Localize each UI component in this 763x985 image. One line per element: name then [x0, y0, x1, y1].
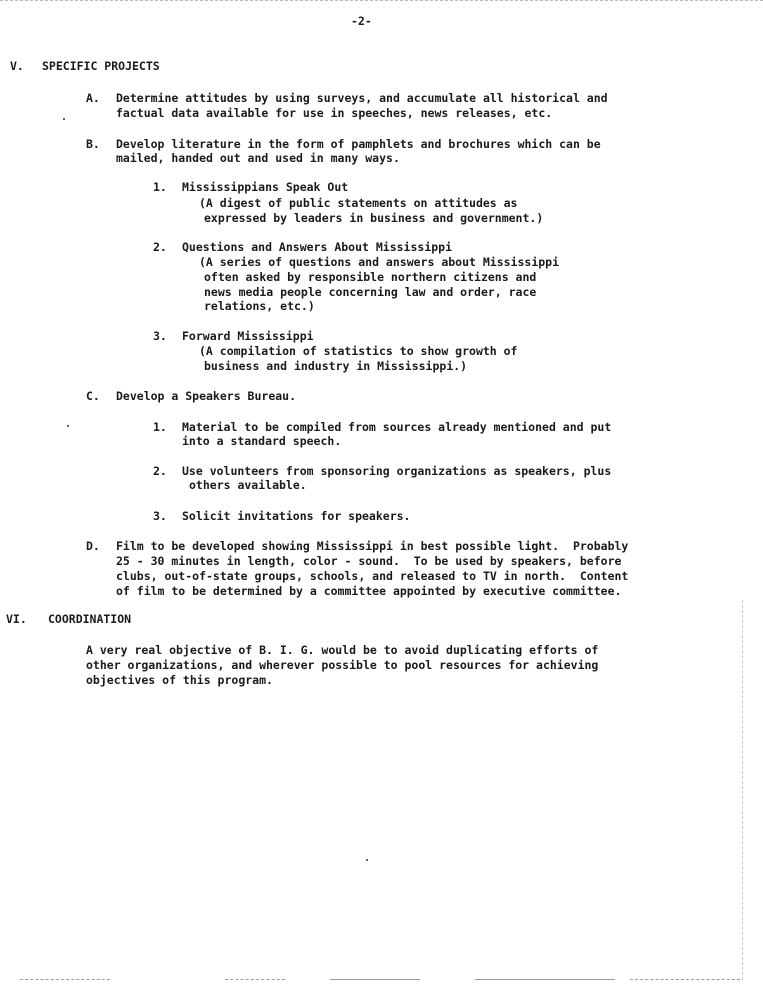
page-number: -2-: [351, 14, 372, 28]
item-b1-line: (A digest of public statements on attitudes as: [199, 196, 518, 210]
item-d-line: clubs, out-of-state groups, schools, and released to TV in north. Content: [116, 569, 629, 583]
item-b2-number: 2.: [153, 240, 167, 254]
item-d-line: Film to be developed showing Mississippi in best possible light. Probably: [116, 539, 629, 553]
scan-speck: [366, 859, 368, 861]
scan-speck: [63, 118, 65, 120]
item-c1-line: Material to be compiled from sources already mentioned and put: [182, 420, 612, 434]
top-edge-line: [0, 0, 763, 1]
item-b1-line: expressed by leaders in business and government.): [204, 211, 544, 225]
section-vi-heading: COORDINATION: [48, 612, 132, 626]
item-b-label: B.: [86, 137, 100, 151]
item-b3-number: 3.: [153, 329, 167, 343]
item-b-line: Develop literature in the form of pamphlets and brochures which can be: [116, 137, 601, 151]
bottom-edge-line: [20, 979, 110, 980]
item-c2-number: 2.: [153, 464, 167, 478]
section-v-heading: SPECIFIC PROJECTS: [42, 59, 160, 73]
item-a-line: factual data available for use in speeches, news releases, etc.: [116, 106, 553, 120]
item-b3-line: (A compilation of statistics to show growth of: [199, 344, 518, 358]
bottom-edge-line: [475, 979, 615, 980]
section-vi-numeral: VI.: [6, 612, 27, 626]
item-c3-number: 3.: [153, 509, 167, 523]
bottom-edge-line: [630, 979, 740, 980]
item-d-label: D.: [86, 539, 100, 553]
item-b1-title: Mississippians Speak Out: [182, 180, 349, 194]
bottom-edge-line: [330, 979, 420, 980]
section-vi-line: other organizations, and wherever possible to pool resources for achieving: [86, 658, 599, 672]
item-b2-line: (A series of questions and answers about Mississippi: [199, 255, 560, 269]
section-vi-line: A very real objective of B. I. G. would be to avoid duplicating efforts of: [86, 643, 599, 657]
item-c2-line: others available.: [189, 478, 307, 492]
item-a-label: A.: [86, 91, 100, 105]
right-edge-line: [742, 600, 743, 980]
item-b3-line: business and industry in Mississippi.): [204, 359, 468, 373]
section-vi-line: objectives of this program.: [86, 673, 273, 687]
item-b1-number: 1.: [153, 180, 167, 194]
item-c1-line: into a standard speech.: [182, 434, 342, 448]
item-d-line: 25 - 30 minutes in length, color - sound. To be used by speakers, before: [116, 554, 622, 568]
item-b2-line: often asked by responsible northern citizens and: [204, 270, 537, 284]
item-b3-title: Forward Mississippi: [182, 329, 314, 343]
item-a-line: Determine attitudes by using surveys, and accumulate all historical and: [116, 91, 608, 105]
item-d-line: of film to be determined by a committee appointed by executive committee.: [116, 584, 622, 598]
item-b2-title: Questions and Answers About Mississippi: [182, 240, 453, 254]
section-v-numeral: V.: [10, 59, 24, 73]
item-b2-line: news media people concerning law and order, race: [204, 285, 537, 299]
item-c3-line: Solicit invitations for speakers.: [182, 509, 411, 523]
item-b-line: mailed, handed out and used in many ways.: [116, 151, 400, 165]
item-c-label: C.: [86, 389, 100, 403]
scan-speck: [67, 425, 69, 427]
item-c-text: Develop a Speakers Bureau.: [116, 389, 297, 403]
bottom-edge-line: [225, 979, 285, 980]
item-c1-number: 1.: [153, 420, 167, 434]
item-b2-line: relations, etc.): [204, 299, 315, 313]
item-c2-line: Use volunteers from sponsoring organizations as speakers, plus: [182, 464, 612, 478]
